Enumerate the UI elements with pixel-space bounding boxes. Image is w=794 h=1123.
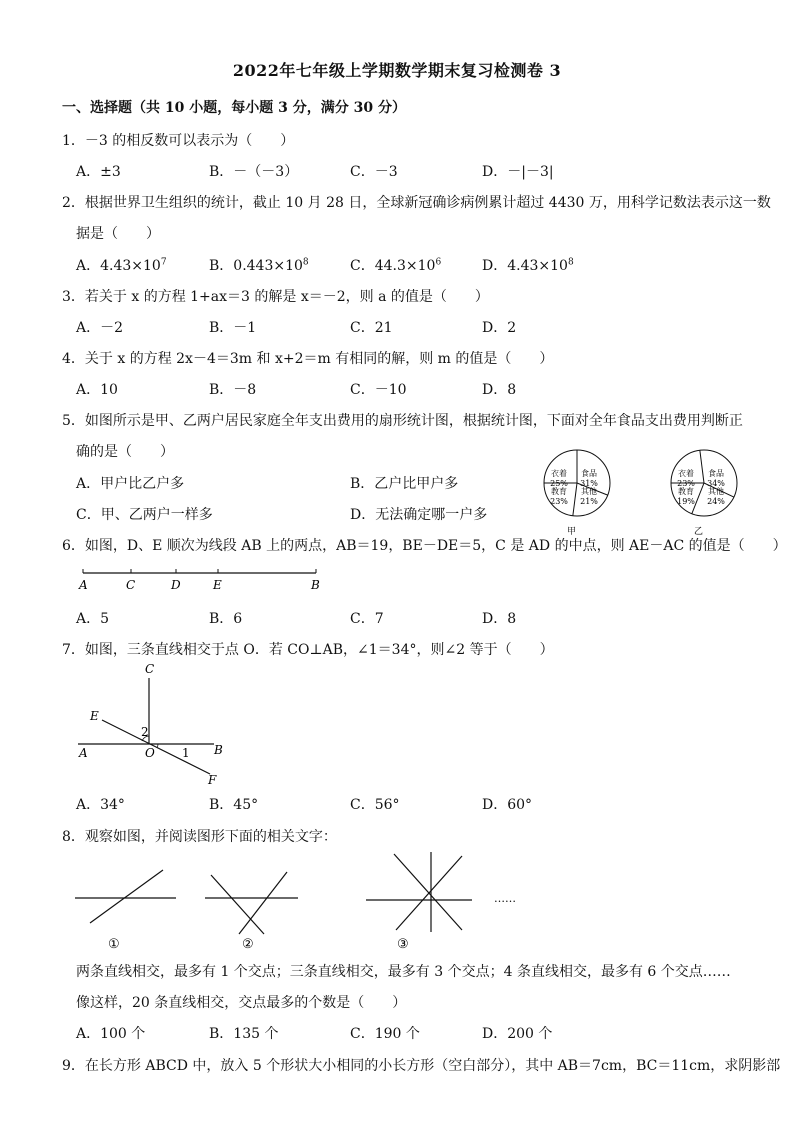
question-2-stem-line2: 据是（ ） bbox=[76, 226, 160, 242]
point-label-d: D bbox=[171, 578, 181, 592]
question-9-stem: 9．在长方形 ABCD 中，放入 5 个形状大小相同的小长方形（空白部分），其中 AB＝7cm，BC＝11cm，求阴影部 bbox=[62, 1058, 781, 1074]
q1-option-b: B．－（－3） bbox=[209, 164, 299, 180]
pie-yi-slice-percent: 19% bbox=[677, 497, 695, 506]
pie-jia-slice-percent: 23% bbox=[550, 497, 568, 506]
label-e: E bbox=[90, 709, 99, 723]
pie-yi-slice-percent: 24% bbox=[707, 497, 725, 506]
pie-jia-caption: 甲 bbox=[567, 527, 577, 537]
question-1-stem: 1．－3 的相反数可以表示为（ ） bbox=[62, 133, 295, 149]
q5-option-b: B．乙户比甲户多 bbox=[350, 476, 459, 492]
pie-jia-slice-percent: 25% bbox=[550, 479, 568, 488]
label-o: O bbox=[145, 746, 155, 760]
pie-yi-slice-label: 其他 bbox=[708, 487, 724, 496]
q2-option-d: D．$4.43\times 10^8$ bbox=[482, 257, 574, 274]
lines-pattern-figure bbox=[70, 848, 530, 954]
q2-option-a: A．$4.43\times 10^7$ bbox=[76, 257, 167, 274]
q5-option-a: A．甲户比乙户多 bbox=[76, 476, 185, 492]
q7-option-d: D．60° bbox=[482, 797, 533, 813]
figure-ellipsis: …… bbox=[494, 892, 516, 905]
q2-option-c: C．$44.3\times 10^6$ bbox=[350, 257, 442, 274]
q6-option-c: C．7 bbox=[350, 611, 384, 627]
point-label-a: A bbox=[79, 578, 88, 592]
figure-two-lines bbox=[75, 870, 176, 923]
q8-option-c: C．190 个 bbox=[350, 1026, 420, 1042]
point-label-b: B bbox=[311, 578, 320, 592]
pie-jia-slice-label: 其他 bbox=[581, 487, 597, 496]
pie-chart-yi bbox=[671, 450, 737, 516]
q7-option-a: A．34° bbox=[76, 797, 125, 813]
q4-option-d: D．8 bbox=[482, 382, 517, 398]
q6-option-a: A．5 bbox=[76, 611, 110, 627]
angle-1-label: 1 bbox=[182, 746, 190, 760]
pie-yi-caption: 乙 bbox=[694, 527, 704, 537]
q1-option-c: C．－3 bbox=[350, 164, 398, 180]
label-c: C bbox=[145, 662, 155, 676]
question-5-stem-line2: 确的是（ ） bbox=[76, 444, 174, 460]
figure-label-1: ① bbox=[108, 937, 120, 952]
figure-label-3: ③ bbox=[397, 937, 409, 952]
section-heading: 一、选择题（共 10 小题，每小题 3 分，满分 30 分） bbox=[62, 100, 406, 116]
figure-three-lines bbox=[205, 872, 298, 934]
pie-chart-figures bbox=[530, 448, 760, 538]
q3-option-b: B．－1 bbox=[209, 320, 257, 336]
page-title: 2022年七年级上学期数学期末复习检测卷 3 bbox=[232, 61, 562, 80]
line-ef bbox=[102, 720, 210, 774]
pie-yi-slice-label: 教育 bbox=[678, 487, 694, 496]
q1-option-a: A．±3 bbox=[76, 164, 121, 180]
question-3-stem: 3．若关于 x 的方程 1+ax＝3 的解是 x＝－2，则 a 的值是（ ） bbox=[62, 289, 489, 305]
question-2-stem-line1: 2．根据世界卫生组织的统计，截止 10 月 28 日，全球新冠确诊病例累计超过 4430 万，用科学记数法表示这一数 bbox=[62, 195, 771, 211]
question-8-text-line1: 两条直线相交，最多有 1 个交点；三条直线相交，最多有 3 个交点；4 条直线相交，最多有 6 个交点…… bbox=[76, 964, 731, 980]
figure-label-2: ② bbox=[242, 937, 254, 952]
q7-option-c: C．56° bbox=[350, 797, 400, 813]
q7-option-b: B．45° bbox=[209, 797, 259, 813]
angle-2-label: 2 bbox=[141, 725, 149, 739]
question-8-stem: 8．观察如图，并阅读图形下面的相关文字： bbox=[62, 829, 337, 845]
figure-four-lines bbox=[366, 852, 472, 932]
q4-option-b: B．－8 bbox=[209, 382, 257, 398]
pie-yi-slice-percent: 23% bbox=[677, 479, 695, 488]
intersecting-lines-figure bbox=[72, 660, 232, 788]
q1-option-d: D．－|－3| bbox=[482, 164, 554, 180]
pie-yi-slice-label: 衣着 bbox=[678, 469, 694, 478]
pie-yi-slice-label: 食品 bbox=[708, 469, 724, 478]
question-6-stem: 6．如图，D、E 顺次为线段 AB 上的两点，AB＝19，BE－DE＝5，C 是 AD 的中点，则 AE－AC 的值是（ ） bbox=[62, 538, 787, 554]
label-b: B bbox=[214, 743, 223, 757]
point-label-e: E bbox=[213, 578, 222, 592]
question-5-stem-line1: 5．如图所示是甲、乙两户居民家庭全年支出费用的扇形统计图，根据统计图，下面对全年食品支出费用判断正 bbox=[62, 413, 743, 429]
pie-jia-slice-percent: 21% bbox=[580, 497, 598, 506]
q4-option-a: A．10 bbox=[76, 382, 118, 398]
point-label-c: C bbox=[126, 578, 136, 592]
pie-jia-slice-label: 教育 bbox=[551, 487, 567, 496]
q8-option-a: A．100 个 bbox=[76, 1026, 146, 1042]
question-4-stem: 4．关于 x 的方程 2x－4＝3m 和 x+2＝m 有相同的解，则 m 的值是（ ） bbox=[62, 351, 554, 367]
q2-option-b: B．$0.443\times 10^8$ bbox=[209, 257, 309, 274]
q3-option-c: C．21 bbox=[350, 320, 393, 336]
q8-option-d: D．200 个 bbox=[482, 1026, 553, 1042]
q5-option-c: C．甲、乙两户一样多 bbox=[76, 507, 213, 523]
question-8-text-line2: 像这样，20 条直线相交，交点最多的个数是（ ） bbox=[76, 995, 407, 1011]
pie-jia-slice-label: 衣着 bbox=[551, 469, 567, 478]
q4-option-c: C．－10 bbox=[350, 382, 407, 398]
q5-option-d: D．无法确定哪一户多 bbox=[350, 507, 488, 523]
question-7-stem: 7．如图，三条直线相交于点 O．若 CO⊥AB，∠1＝34°，则∠2 等于（ ） bbox=[62, 642, 554, 658]
pie-chart-jia bbox=[544, 450, 610, 516]
pie-jia-slice-percent: 31% bbox=[580, 479, 598, 488]
q3-option-a: A．－2 bbox=[76, 320, 124, 336]
q8-option-b: B．135 个 bbox=[209, 1026, 279, 1042]
q6-option-b: B．6 bbox=[209, 611, 243, 627]
pie-yi-slice-percent: 34% bbox=[707, 479, 725, 488]
label-a: A bbox=[79, 746, 88, 760]
q6-option-d: D．8 bbox=[482, 611, 517, 627]
label-f: F bbox=[208, 773, 217, 787]
segment-figure bbox=[76, 563, 336, 595]
pie-jia-slice-label: 食品 bbox=[581, 469, 597, 478]
q3-option-d: D．2 bbox=[482, 320, 517, 336]
